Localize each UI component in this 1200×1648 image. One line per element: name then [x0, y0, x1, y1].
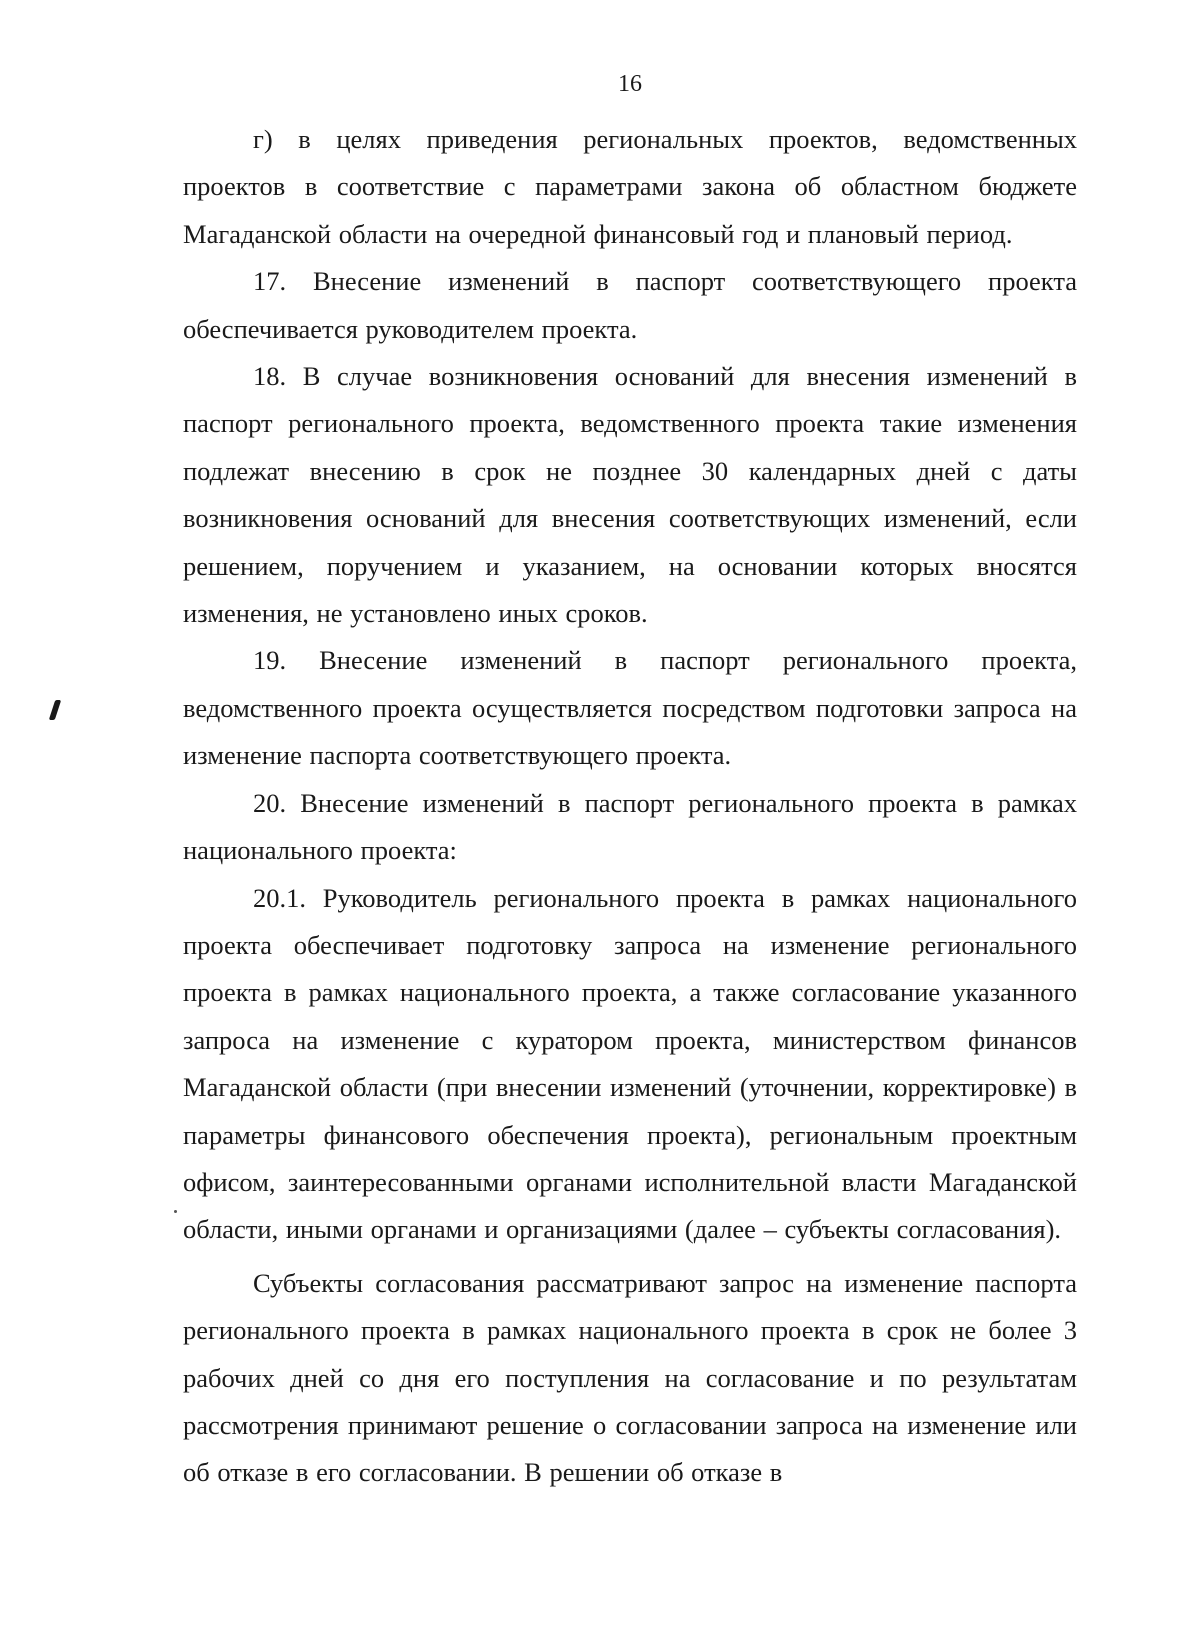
- document-body: [183, 116, 1077, 1497]
- paragraph-20: 20. Внесение изменений в паспорт регионального проекта в рамках национального проекта:: [183, 787, 1077, 866]
- paragraph-20-1: 20.1. Руководитель регионального проекта в рамках национального проекта обеспечивает подготовку запроса на изменение регионального проекта в рамках национального проекта, а также согласование указанного запроса на изменение с куратором проекта, министерством финансов Магаданской области (при внесении изменений (уточнении, корректировке) в параметры финансового обеспечения проекта), региональным проектным офисом, заинтересованными органами исполнительной власти Магаданской области, иными органами и организациями (далее – субъекты согласования).: [183, 882, 1077, 1245]
- page-number: 16: [618, 71, 642, 97]
- paragraph-17: 17. Внесение изменений в паспорт соответствующего проекта обеспечивается руководителем проекта.: [183, 266, 1077, 344]
- paragraph-g: г) в целях приведения региональных проектов, ведомственных проектов в соответствие с параметрами закона об областном бюджете Магаданской области на очередной финансовый год и плановый период.: [183, 124, 1077, 249]
- paragraph-18: 18. В случае возникновения оснований для внесения изменений в паспорт регионального проекта, ведомственного проекта такие изменения подлежат внесению в срок не позднее 30 календарных дней с даты возникновения оснований для внесения соответствующих изменений, если решением, поручением и указанием, на основании которых вносятся изменения, не установлено иных сроков.: [183, 361, 1077, 629]
- scan-dot: [174, 1210, 177, 1213]
- paragraph-subjects-approval: Субъекты согласования рассматривают запрос на изменение паспорта регионального проекта в рамках национального проекта в срок не более 3 рабочих дней со дня его поступления на согласование и по результатам рассмотрения принимают решение о согласовании запроса на изменение или об отказе в его согласовании. В решении об отказе в: [183, 1267, 1077, 1488]
- paragraph-19: 19. Внесение изменений в паспорт регионального проекта, ведомственного проекта осуществляется посредством подготовки запроса на изменение паспорта соответствующего проекта.: [183, 645, 1077, 771]
- scan-mark: [49, 700, 61, 720]
